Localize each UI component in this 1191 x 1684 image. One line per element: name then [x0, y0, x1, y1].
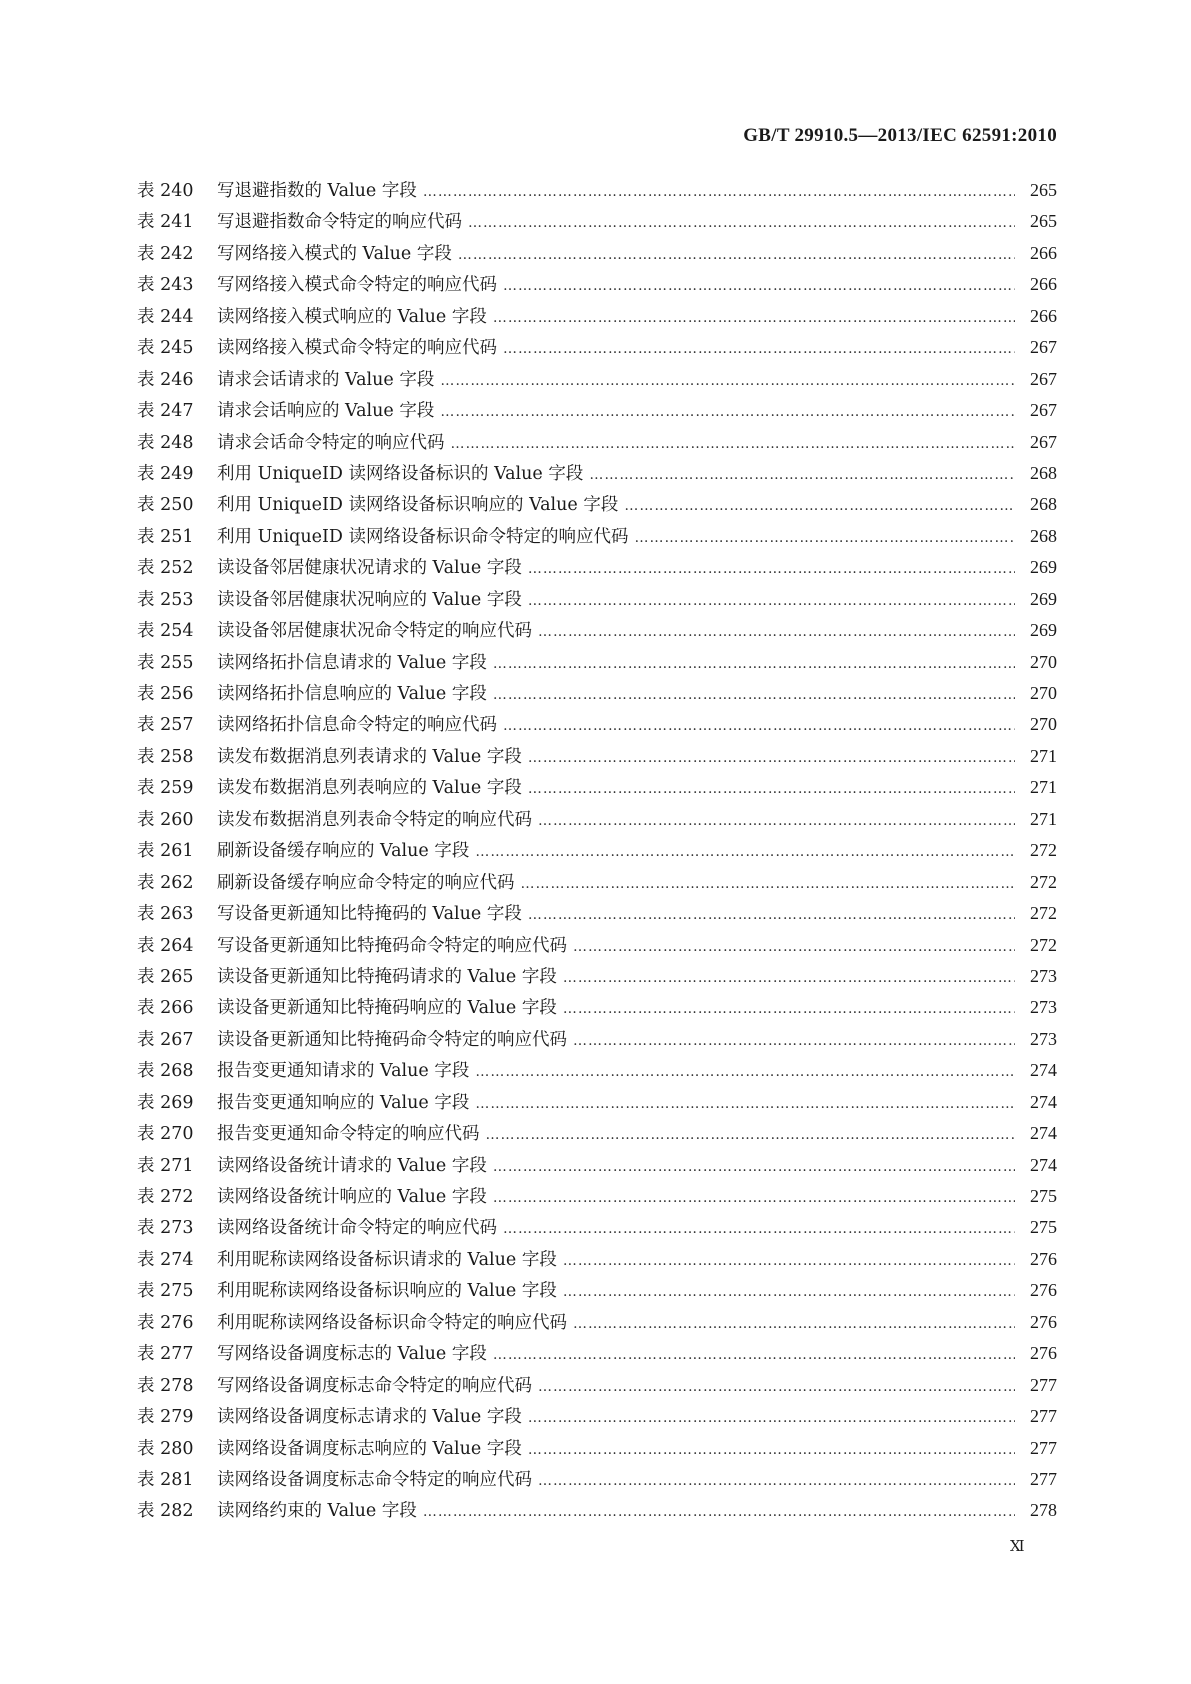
toc-entry-page: 275 — [1030, 1217, 1057, 1238]
table-of-contents-list — [137, 177, 1057, 1529]
toc-leader-dots — [493, 656, 1015, 672]
toc-entry[interactable] — [137, 491, 1057, 522]
toc-entry-label: 表 260 — [137, 809, 194, 830]
toc-leader-dots — [486, 1127, 1016, 1143]
toc-entry-title: 读设备更新通知比特掩码响应的 Value 字段 — [217, 998, 557, 1019]
toc-leader-dots — [528, 781, 1015, 797]
toc-entry-page: 267 — [1030, 400, 1057, 421]
toc-entry-page: 268 — [1030, 462, 1057, 483]
toc-entry[interactable] — [137, 1152, 1057, 1183]
toc-leader-dots — [493, 310, 1015, 326]
toc-leader-dots — [528, 907, 1015, 923]
toc-entry-label: 表 273 — [137, 1218, 194, 1239]
toc-entry-title: 报告变更通知响应的 Value 字段 — [217, 1092, 470, 1113]
toc-entry-label: 表 243 — [137, 275, 194, 296]
toc-entry-label: 表 246 — [137, 369, 194, 390]
toc-entry-page: 272 — [1030, 903, 1057, 924]
toc-entry[interactable] — [137, 680, 1057, 711]
toc-entry-label: 表 257 — [137, 715, 194, 736]
toc-entry-label: 表 241 — [137, 212, 194, 233]
toc-entry-label: 表 255 — [137, 652, 194, 673]
toc-leader-dots — [493, 1347, 1015, 1363]
toc-entry-label: 表 262 — [137, 872, 194, 893]
toc-entry-title: 读网络约束的 Value 字段 — [217, 1501, 417, 1522]
toc-entry-title: 写退避指数命令特定的响应代码 — [217, 212, 462, 233]
toc-entry[interactable] — [137, 649, 1057, 680]
toc-entry-title: 利用昵称读网络设备标识命令特定的响应代码 — [217, 1312, 567, 1333]
toc-entry-title: 读网络设备统计命令特定的响应代码 — [217, 1218, 497, 1239]
toc-entry-page: 267 — [1030, 431, 1057, 452]
toc-entry-label: 表 258 — [137, 746, 194, 767]
toc-entry-label: 表 265 — [137, 966, 194, 987]
toc-entry-page: 269 — [1030, 588, 1057, 609]
toc-entry[interactable] — [137, 586, 1057, 617]
toc-entry-label: 表 247 — [137, 401, 194, 422]
toc-entry-page: 278 — [1030, 1500, 1057, 1521]
toc-entry[interactable] — [137, 837, 1057, 868]
toc-entry-label: 表 263 — [137, 904, 194, 925]
toc-entry[interactable] — [137, 774, 1057, 805]
toc-entry-title: 读网络接入模式响应的 Value 字段 — [217, 306, 487, 327]
toc-entry[interactable] — [137, 429, 1057, 460]
toc-entry-title: 写网络设备调度标志命令特定的响应代码 — [217, 1375, 532, 1396]
toc-leader-dots — [521, 876, 1016, 892]
toc-entry-label: 表 282 — [137, 1501, 194, 1522]
toc-leader-dots — [538, 624, 1015, 640]
toc-entry-label: 表 270 — [137, 1124, 194, 1145]
toc-leader-dots — [573, 1316, 1015, 1332]
toc-entry[interactable] — [137, 900, 1057, 931]
toc-entry[interactable] — [137, 743, 1057, 774]
toc-entry-label: 表 253 — [137, 589, 194, 610]
toc-entry[interactable] — [137, 1497, 1057, 1528]
toc-entry-title: 读网络接入模式命令特定的响应代码 — [217, 338, 497, 359]
toc-entry[interactable] — [137, 460, 1057, 491]
toc-entry-page: 272 — [1030, 871, 1057, 892]
toc-entry-page: 266 — [1030, 242, 1057, 263]
toc-entry-title: 利用昵称读网络设备标识请求的 Value 字段 — [217, 1249, 557, 1270]
toc-leader-dots — [475, 844, 1015, 860]
toc-entry-title: 写网络接入模式的 Value 字段 — [217, 243, 452, 264]
toc-entry[interactable] — [137, 1057, 1057, 1088]
toc-entry-page: 269 — [1030, 620, 1057, 641]
toc-leader-dots — [563, 1001, 1015, 1017]
toc-entry-page: 276 — [1030, 1343, 1057, 1364]
toc-entry-title: 报告变更通知请求的 Value 字段 — [217, 1061, 470, 1082]
toc-entry-label: 表 252 — [137, 558, 194, 579]
toc-entry[interactable] — [137, 994, 1057, 1025]
toc-entry-label: 表 244 — [137, 306, 194, 327]
toc-entry-page: 270 — [1030, 683, 1057, 703]
toc-leader-dots — [503, 718, 1015, 734]
toc-leader-dots — [563, 1253, 1015, 1269]
toc-leader-dots — [423, 1504, 1015, 1520]
toc-entry-title: 读发布数据消息列表响应的 Value 字段 — [217, 778, 522, 799]
toc-leader-dots — [475, 1096, 1015, 1112]
toc-entry[interactable] — [137, 1026, 1057, 1057]
toc-entry[interactable] — [137, 1372, 1057, 1403]
toc-entry-page: 277 — [1030, 1374, 1057, 1395]
toc-entry[interactable] — [137, 271, 1057, 302]
toc-leader-dots — [528, 750, 1015, 766]
toc-entry-title: 写设备更新通知比特掩码的 Value 字段 — [217, 904, 522, 925]
toc-entry-label: 表 259 — [137, 778, 194, 799]
toc-entry-label: 表 245 — [137, 338, 194, 359]
toc-entry-page: 274 — [1030, 1154, 1057, 1175]
toc-entry[interactable] — [137, 1246, 1057, 1277]
toc-entry[interactable] — [137, 1277, 1057, 1308]
toc-entry[interactable] — [137, 1466, 1057, 1497]
toc-entry-page: 274 — [1030, 1123, 1057, 1144]
toc-leader-dots — [563, 1284, 1015, 1300]
toc-entry-page: 275 — [1030, 1186, 1057, 1206]
toc-entry[interactable] — [137, 1214, 1057, 1245]
toc-entry-page: 274 — [1030, 1091, 1057, 1112]
toc-entry-page: 271 — [1030, 745, 1057, 766]
toc-entry[interactable] — [137, 523, 1057, 554]
toc-leader-dots — [493, 1159, 1015, 1175]
toc-leader-dots — [538, 813, 1015, 829]
toc-leader-dots — [563, 970, 1015, 986]
toc-leader-dots — [538, 1473, 1015, 1489]
toc-entry-page: 273 — [1030, 965, 1057, 986]
toc-entry-page: 268 — [1030, 525, 1057, 546]
toc-entry-title: 利用昵称读网络设备标识响应的 Value 字段 — [217, 1281, 557, 1302]
toc-entry[interactable] — [137, 1089, 1057, 1120]
toc-entry-page: 266 — [1030, 274, 1057, 295]
toc-entry-title: 写设备更新通知比特掩码命令特定的响应代码 — [217, 935, 567, 956]
toc-entry[interactable] — [137, 1403, 1057, 1434]
toc-entry-title: 读网络设备调度标志请求的 Value 字段 — [217, 1407, 522, 1428]
toc-entry-page: 271 — [1030, 808, 1057, 829]
toc-entry-page: 274 — [1030, 1060, 1057, 1081]
toc-entry-label: 表 250 — [137, 495, 194, 516]
toc-entry-title: 报告变更通知命令特定的响应代码 — [217, 1124, 480, 1145]
toc-entry[interactable] — [137, 303, 1057, 334]
toc-entry-page: 269 — [1030, 557, 1057, 578]
toc-entry-label: 表 281 — [137, 1469, 194, 1490]
toc-leader-dots — [468, 215, 1015, 231]
toc-entry[interactable] — [137, 1435, 1057, 1466]
toc-entry-label: 表 275 — [137, 1281, 194, 1302]
toc-leader-dots — [493, 687, 1015, 703]
toc-entry-title: 读设备邻居健康状况命令特定的响应代码 — [217, 621, 532, 642]
toc-entry-title: 利用 UniqueID 读网络设备标识响应的 Value 字段 — [217, 495, 619, 516]
toc-entry-label: 表 274 — [137, 1249, 194, 1270]
toc-entry-label: 表 254 — [137, 621, 194, 642]
toc-entry-page: 265 — [1030, 180, 1057, 200]
toc-entry-page: 268 — [1030, 494, 1057, 515]
toc-entry-label: 表 269 — [137, 1092, 194, 1113]
toc-entry-label: 表 240 — [137, 181, 194, 201]
toc-entry[interactable] — [137, 1309, 1057, 1340]
toc-entry-label: 表 277 — [137, 1344, 194, 1365]
toc-entry-page: 272 — [1030, 934, 1057, 955]
toc-entry-label: 表 249 — [137, 463, 194, 484]
toc-entry[interactable] — [137, 240, 1057, 271]
toc-entry-page: 276 — [1030, 1248, 1057, 1269]
toc-leader-dots — [573, 939, 1015, 955]
toc-entry-title: 读网络设备调度标志命令特定的响应代码 — [217, 1469, 532, 1490]
toc-entry-label: 表 276 — [137, 1312, 194, 1333]
toc-entry[interactable] — [137, 334, 1057, 365]
toc-entry-label: 表 242 — [137, 243, 194, 264]
toc-entry-page: 276 — [1030, 1280, 1057, 1301]
toc-entry-title: 写网络设备调度标志的 Value 字段 — [217, 1344, 487, 1365]
toc-entry-title: 读设备更新通知比特掩码命令特定的响应代码 — [217, 1029, 567, 1050]
toc-entry[interactable] — [137, 366, 1057, 397]
toc-entry-label: 表 264 — [137, 935, 194, 956]
toc-leader-dots — [528, 1410, 1015, 1426]
toc-entry-label: 表 272 — [137, 1187, 194, 1207]
toc-leader-dots — [589, 467, 1015, 483]
toc-entry-label: 表 251 — [137, 526, 194, 547]
toc-entry-title: 读发布数据消息列表命令特定的响应代码 — [217, 809, 532, 830]
toc-entry-label: 表 266 — [137, 998, 194, 1019]
toc-entry-title: 读网络设备统计响应的 Value 字段 — [217, 1187, 487, 1207]
toc-entry[interactable] — [137, 1120, 1057, 1151]
toc-entry-title: 读发布数据消息列表请求的 Value 字段 — [217, 746, 522, 767]
toc-entry-page: 271 — [1030, 777, 1057, 798]
toc-leader-dots — [475, 1064, 1015, 1080]
toc-leader-dots — [528, 1442, 1015, 1458]
toc-entry-label: 表 267 — [137, 1029, 194, 1050]
toc-leader-dots — [573, 1033, 1015, 1049]
toc-entry-page: 273 — [1030, 1028, 1057, 1049]
toc-leader-dots — [440, 404, 1015, 420]
toc-entry-title: 读设备邻居健康状况响应的 Value 字段 — [217, 589, 522, 610]
toc-entry[interactable] — [137, 177, 1057, 208]
toc-entry-page: 273 — [1030, 997, 1057, 1018]
toc-entry[interactable] — [137, 869, 1057, 900]
toc-entry-title: 读网络拓扑信息命令特定的响应代码 — [217, 715, 497, 736]
toc-leader-dots — [503, 1221, 1015, 1237]
toc-leader-dots — [440, 373, 1015, 389]
toc-entry[interactable] — [137, 1183, 1057, 1214]
toc-entry-page: 270 — [1030, 714, 1057, 735]
toc-entry-label: 表 279 — [137, 1407, 194, 1428]
toc-entry-page: 277 — [1030, 1468, 1057, 1489]
toc-entry-title: 读网络拓扑信息响应的 Value 字段 — [217, 684, 487, 704]
toc-entry[interactable] — [137, 208, 1057, 239]
toc-entry-label: 表 256 — [137, 684, 194, 704]
toc-entry-title: 刷新设备缓存响应命令特定的响应代码 — [217, 872, 515, 893]
toc-entry-title: 写网络接入模式命令特定的响应代码 — [217, 275, 497, 296]
toc-entry-title: 读网络拓扑信息请求的 Value 字段 — [217, 652, 487, 673]
toc-entry-page: 266 — [1030, 305, 1057, 326]
toc-entry-title: 利用 UniqueID 读网络设备标识命令特定的响应代码 — [217, 526, 629, 547]
toc-leader-dots — [635, 530, 1015, 546]
toc-entry[interactable] — [137, 963, 1057, 994]
toc-entry-title: 写退避指数的 Value 字段 — [217, 181, 417, 201]
toc-entry-title: 刷新设备缓存响应的 Value 字段 — [217, 841, 470, 862]
toc-entry-page: 277 — [1030, 1406, 1057, 1427]
toc-entry-page: 267 — [1030, 368, 1057, 389]
toc-entry-title: 请求会话命令特定的响应代码 — [217, 432, 445, 453]
toc-entry-label: 表 278 — [137, 1375, 194, 1396]
toc-entry[interactable] — [137, 806, 1057, 837]
toc-entry-page: 277 — [1030, 1437, 1057, 1458]
toc-entry-page: 276 — [1030, 1311, 1057, 1332]
toc-entry-label: 表 248 — [137, 432, 194, 453]
toc-entry-page: 270 — [1030, 651, 1057, 672]
toc-entry-label: 表 271 — [137, 1155, 194, 1176]
toc-entry-title: 请求会话响应的 Value 字段 — [217, 401, 435, 422]
toc-entry[interactable] — [137, 1340, 1057, 1371]
toc-leader-dots — [503, 341, 1015, 357]
toc-leader-dots — [458, 247, 1015, 263]
toc-leader-dots — [528, 561, 1015, 577]
toc-entry-page: 267 — [1030, 337, 1057, 358]
toc-leader-dots — [538, 1379, 1015, 1395]
toc-entry[interactable] — [137, 711, 1057, 742]
toc-entry[interactable] — [137, 397, 1057, 428]
toc-entry-page: 272 — [1030, 840, 1057, 861]
toc-entry[interactable] — [137, 617, 1057, 648]
toc-entry-title: 读设备更新通知比特掩码请求的 Value 字段 — [217, 966, 557, 987]
toc-leader-dots — [423, 184, 1015, 200]
toc-entry[interactable] — [137, 554, 1057, 585]
toc-leader-dots — [493, 1190, 1015, 1206]
toc-leader-dots — [503, 278, 1015, 294]
toc-entry-title: 读网络设备调度标志响应的 Value 字段 — [217, 1438, 522, 1459]
toc-entry-label: 表 280 — [137, 1438, 194, 1459]
toc-entry-label: 表 268 — [137, 1061, 194, 1082]
toc-leader-dots — [528, 593, 1015, 609]
toc-entry-title: 利用 UniqueID 读网络设备标识的 Value 字段 — [217, 463, 584, 484]
toc-entry[interactable] — [137, 932, 1057, 963]
toc-entry-page: 265 — [1030, 211, 1057, 232]
toc-entry-title: 读网络设备统计请求的 Value 字段 — [217, 1155, 487, 1176]
toc-entry-title: 请求会话请求的 Value 字段 — [217, 369, 435, 390]
page-number: Ⅺ — [1010, 1539, 1025, 1555]
toc-leader-dots — [451, 436, 1016, 452]
document-standard-header: GB/T 29910.5—2013/IEC 62591:2010 — [743, 125, 1057, 146]
toc-entry-label: 表 261 — [137, 841, 194, 862]
toc-entry-title: 读设备邻居健康状况请求的 Value 字段 — [217, 558, 522, 579]
toc-leader-dots — [624, 498, 1015, 514]
